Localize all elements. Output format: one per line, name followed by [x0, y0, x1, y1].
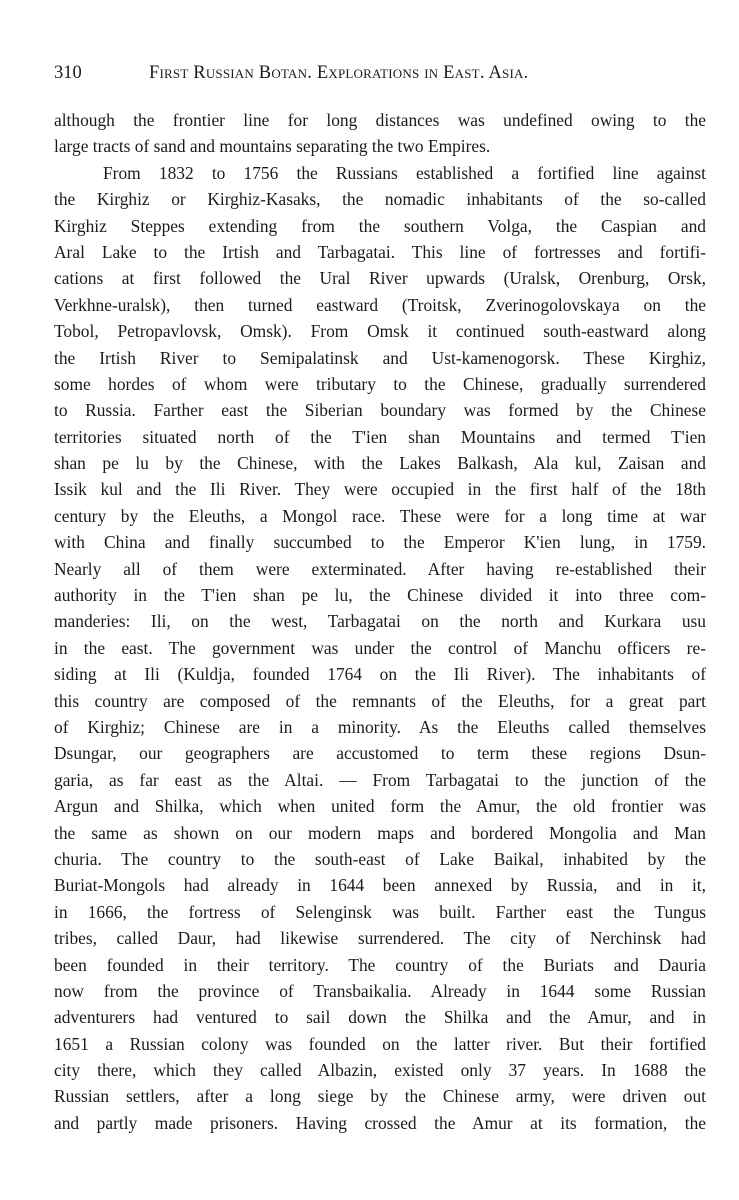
text-line: Kirghiz Steppes extending from the southern Volga, the Caspian and	[54, 215, 706, 236]
text-line: churia. The country to the south-east of Lake Baikal, inhabited by the	[54, 848, 706, 869]
text-line: large tracts of sand and mountains separating the two Empires.	[54, 136, 491, 157]
text-line: shan pe lu by the Chinese, with the Lakes Balkash, Ala kul, Zaisan and	[54, 453, 706, 474]
text-line: Aral Lake to the Irtish and Tarbagatai. This line of fortresses and fortifi-	[54, 241, 706, 262]
text-line: of Kirghiz; Chinese are in a minority. As the Eleuths called themselves	[54, 716, 706, 737]
text-line: manderies: Ili, on the west, Tarbagatai on the north and Kurkara usu	[54, 611, 706, 632]
text-line: although the frontier line for long distances was undefined owing to the	[54, 110, 706, 130]
text-line: and partly made prisoners. Having crossed the Amur at its formation, the	[54, 1112, 706, 1133]
text-line: Issik kul and the Ili River. They were occupied in the first half of the 18th	[54, 479, 706, 500]
text-line: garia, as far east as the Altai. — From Tarbagatai to the junction of the	[54, 769, 706, 790]
text-line: the Kirghiz or Kirghiz-Kasaks, the nomadic inhabitants of the so-called	[54, 189, 706, 210]
text-line: cations at first followed the Ural River upwards (Uralsk, Orenburg, Orsk,	[54, 268, 706, 289]
text-line: Nearly all of them were exterminated. After having re-established their	[54, 558, 706, 579]
text-line: authority in the T'ien shan pe lu, the Chinese divided it into three com-	[54, 585, 706, 606]
text-line: some hordes of whom were tributary to the Chinese, gradually surrendered	[54, 373, 706, 394]
text-line: the same as shown on our modern maps and bordered Mongolia and Man	[54, 822, 706, 843]
text-line: to Russia. Farther east the Siberian boundary was formed by the Chinese	[54, 400, 706, 421]
text-line: Verkhne-uralsk), then turned eastward (Troitsk, Zverinogolovskaya on the	[54, 294, 706, 315]
running-title: First Russian Botan. Explorations in East. Asia.	[149, 63, 529, 83]
running-head	[54, 58, 709, 88]
text-line: with China and finally succumbed to the Emperor K'ien lung, in 1759.	[54, 532, 706, 553]
text-line: adventurers had ventured to sail down the Shilka and the Amur, and in	[54, 1007, 706, 1028]
text-line: Dsungar, our geographers are accustomed to term these regions Dsun-	[54, 743, 706, 764]
text-line: Buriat-Mongols had already in 1644 been annexed by Russia, and in it,	[54, 875, 706, 896]
text-line: siding at Ili (Kuldja, founded 1764 on the Ili River). The inhabitants of	[54, 664, 706, 685]
text-line: Russian settlers, after a long siege by the Chinese army, were driven out	[54, 1086, 706, 1107]
body-text	[54, 107, 706, 1136]
text-line: been founded in their territory. The country of the Buriats and Dauria	[54, 954, 706, 975]
text-line: in the east. The government was under the control of Manchu officers re-	[54, 637, 706, 658]
text-line: city there, which they called Albazin, existed only 37 years. In 1688 the	[54, 1060, 706, 1081]
text-line: Tobol, Petropavlovsk, Omsk). From Omsk it continued south-eastward along	[54, 321, 706, 342]
text-line: From 1832 to 1756 the Russians established a fortified line against	[103, 162, 706, 183]
text-line: territories situated north of the T'ien shan Mountains and termed T'ien	[54, 426, 706, 447]
page-number: 310	[54, 63, 82, 83]
text-line: this country are composed of the remnants of the Eleuths, for a great part	[54, 690, 706, 711]
text-line: in 1666, the fortress of Selenginsk was built. Farther east the Tungus	[54, 901, 706, 922]
text-line: tribes, called Daur, had likewise surrendered. The city of Nerchinsk had	[54, 928, 706, 949]
text-line: now from the province of Transbaikalia. Already in 1644 some Russian	[54, 980, 706, 1001]
text-line: 1651 a Russian colony was founded on the latter river. But their fortified	[54, 1033, 706, 1054]
text-line: the Irtish River to Semipalatinsk and Ust-kamenogorsk. These Kirghiz,	[54, 347, 706, 368]
text-line: century by the Eleuths, a Mongol race. These were for a long time at war	[54, 505, 706, 526]
text-line: Argun and Shilka, which when united form the Amur, the old frontier was	[54, 796, 706, 817]
